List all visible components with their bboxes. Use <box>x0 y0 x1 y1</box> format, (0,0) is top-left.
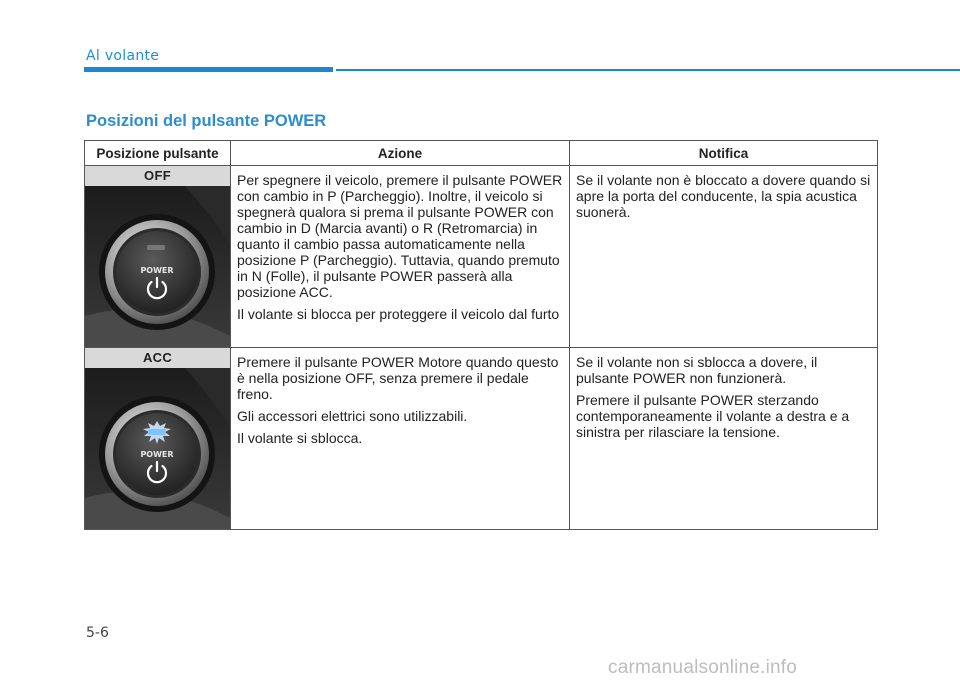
power-button-acc-image <box>85 368 230 529</box>
header-rule <box>336 69 960 71</box>
watermark: carmanualsonline.info <box>608 657 798 678</box>
action-cell-off <box>231 166 570 348</box>
chapter-header: Al volante <box>86 48 160 64</box>
power-button-label: POWER <box>140 450 174 459</box>
header-accent-bar <box>84 67 333 72</box>
notification-cell-off <box>570 166 878 348</box>
position-cell-off <box>85 166 231 348</box>
notification-cell-acc <box>570 348 878 530</box>
column-header-notification: Notifica <box>570 141 878 166</box>
position-cell-acc <box>85 348 231 530</box>
column-header-position: Posizione pulsante <box>85 141 231 166</box>
notification-text: Se il volante non si sblocca a dovere, il pulsante POWER non funzionerà. <box>576 354 818 386</box>
position-label-off: OFF <box>85 166 230 186</box>
action-text: Premere il pulsante POWER Motore quando questo è nella posizione OFF, senza premere il pedale freno. <box>237 354 559 402</box>
table-row-off <box>85 166 878 348</box>
power-button-table <box>84 140 878 530</box>
column-header-action: Azione <box>231 141 570 166</box>
action-text: Il volante si sblocca. <box>237 430 363 446</box>
power-button-off-image <box>85 186 230 347</box>
table-row-acc <box>85 348 878 530</box>
section-title: Posizioni del pulsante POWER <box>86 112 327 130</box>
table-header-row <box>85 141 878 166</box>
action-text: Il volante si blocca per proteggere il veicolo dal furto <box>237 306 560 322</box>
action-text: Per spegnere il veicolo, premere il pulsante POWER con cambio in P (Parcheggio). Inoltre, il veicolo si spegnerà qualora si prema il pulsante POWER con cambio in D (Marcia avanti) o R (Retromarcia) in quanto il cambio passa automaticamente nella posizione P (Parcheggio). Tuttavia, quando premuto in N (Folle), il pulsante POWER passerà alla posizione ACC. <box>237 172 563 300</box>
position-label-acc: ACC <box>85 348 230 368</box>
notification-text: Premere il pulsante POWER sterzando contemporaneamente il volante a destra e a sinistra per rilasciare la tensione. <box>576 392 850 440</box>
power-button-label: POWER <box>140 266 174 275</box>
page-number: 5-6 <box>86 625 109 641</box>
action-cell-acc <box>231 348 570 530</box>
notification-text: Se il volante non è bloccato a dovere quando si apre la porta del conducente, la spia acustica suonerà. <box>576 172 871 220</box>
action-text: Gli accessori elettrici sono utilizzabili. <box>237 408 468 424</box>
